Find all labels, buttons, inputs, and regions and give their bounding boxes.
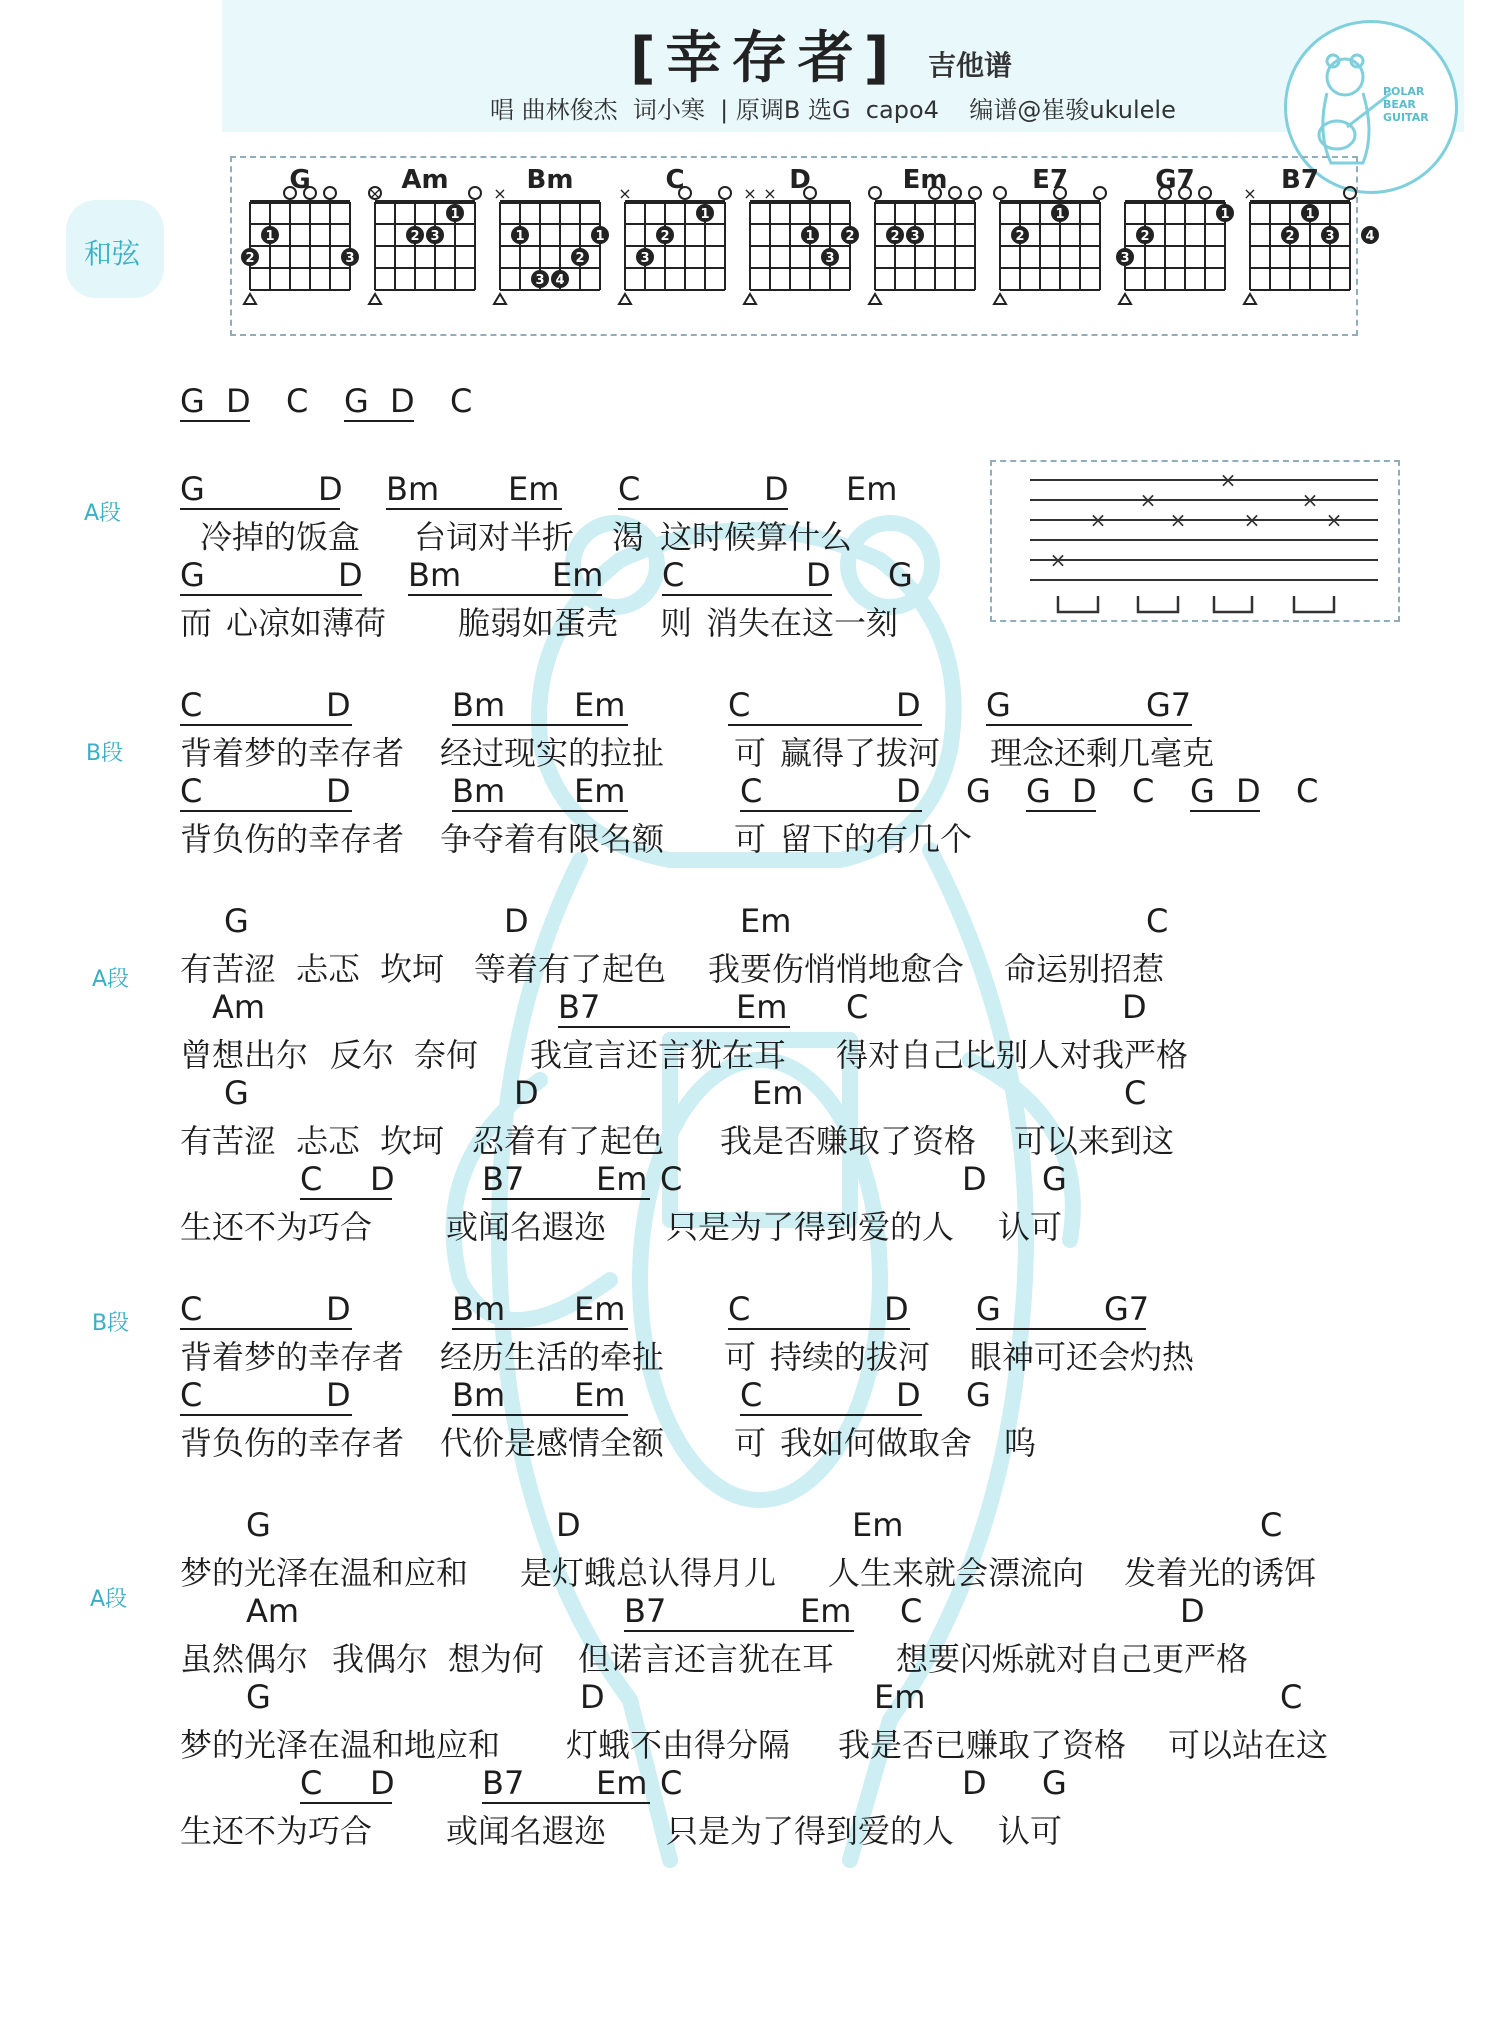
chord: D <box>514 1074 539 1112</box>
svg-text:3: 3 <box>430 229 440 244</box>
chord: Am <box>212 988 266 1026</box>
svg-text:4: 4 <box>1365 229 1375 244</box>
lyric: 眼神可还会灼热 <box>970 1338 1195 1376</box>
lyric: 则 <box>660 604 693 642</box>
chord: C <box>180 1376 203 1414</box>
lyric: 留下的有几个 <box>780 820 973 858</box>
chord: D <box>370 1764 395 1802</box>
svg-text:×: × <box>1301 488 1319 512</box>
chord: B7 <box>624 1592 667 1630</box>
chord-underline <box>624 1630 854 1632</box>
lyric: 经历生活的牵扯 <box>440 1338 665 1376</box>
chord: C <box>740 772 763 810</box>
chord: G <box>986 686 1011 724</box>
section-tag-b: B段 <box>92 1311 130 1336</box>
chord-underline <box>740 810 922 812</box>
svg-text:1: 1 <box>700 207 710 222</box>
chord: G <box>246 1506 271 1544</box>
chord-diagram <box>241 165 359 304</box>
chord-underline <box>558 1026 790 1028</box>
lyric: 有苦涩 <box>180 1122 277 1160</box>
chord: Bm <box>452 686 506 724</box>
lyric: 这时候算什么 <box>660 518 853 556</box>
chord-underline <box>452 1414 628 1416</box>
chord-diagram-name: B7 <box>1281 165 1319 195</box>
chord-diagram-name: Am <box>401 165 449 195</box>
lyric: 争夺着有限名额 <box>440 820 665 858</box>
chord-diagram-name: G7 <box>1155 165 1195 195</box>
strumming-pattern <box>990 460 1400 622</box>
lyric: 渴 <box>612 518 645 556</box>
chord: D <box>318 470 343 508</box>
svg-text:×: × <box>1049 548 1067 572</box>
lyric: 有苦涩 <box>180 950 277 988</box>
svg-text:×: × <box>1139 488 1157 512</box>
lyric: 背负伤的幸存者 <box>180 820 405 858</box>
chord-diagram-name: Bm <box>526 165 574 195</box>
chord: C <box>1296 772 1319 810</box>
chord: Em <box>846 470 898 508</box>
lyric: 可以站在这 <box>1168 1726 1329 1764</box>
chord: G <box>224 902 249 940</box>
lyric: 想要闪烁就对自己更严格 <box>896 1640 1249 1678</box>
lyric: 呜 <box>1004 1424 1037 1462</box>
chord: C <box>618 470 641 508</box>
svg-text:3: 3 <box>1120 251 1130 266</box>
chord: G <box>1190 772 1215 810</box>
chord: D <box>1122 988 1147 1026</box>
chord-underline <box>482 1198 650 1200</box>
lyric: 命运别招惹 <box>1004 950 1165 988</box>
chord: G <box>246 1678 271 1716</box>
chord: G <box>966 1376 991 1414</box>
chord-underline <box>618 508 788 510</box>
svg-text:2: 2 <box>245 251 255 266</box>
svg-text:1: 1 <box>450 207 460 222</box>
lyric: 等着有了起色 <box>474 950 667 988</box>
chord-diagram-name: Em <box>902 165 948 195</box>
chord: C <box>1280 1678 1303 1716</box>
lyric: 生还不为巧合 <box>180 1812 373 1850</box>
chord: D <box>326 1376 351 1414</box>
svg-text:2: 2 <box>660 229 670 244</box>
chord: G <box>1042 1764 1067 1802</box>
lyric: 认可 <box>998 1812 1063 1850</box>
lyric: 但诺言还言犹在耳 <box>578 1640 835 1678</box>
chord: C <box>660 1764 683 1802</box>
chord: Bm <box>452 1290 506 1328</box>
section-tag-a: A段 <box>92 967 130 992</box>
lyric: 我要伤悄悄地愈合 <box>708 950 965 988</box>
svg-text:2: 2 <box>575 251 585 266</box>
lyric: 台词对半折 <box>414 518 575 556</box>
section-tag-b: B段 <box>86 741 124 766</box>
svg-text:×: × <box>1089 508 1107 532</box>
lyric: 是灯蛾总认得月儿 <box>520 1554 777 1592</box>
svg-text:2: 2 <box>1015 229 1025 244</box>
chord: D <box>896 686 921 724</box>
chord: Em <box>574 686 626 724</box>
lyric: 坎坷 <box>380 950 445 988</box>
chord: G <box>224 1074 249 1112</box>
chord: D <box>764 470 789 508</box>
chord: G <box>966 772 991 810</box>
lyric: 我是否赚取了资格 <box>720 1122 977 1160</box>
chord: G <box>888 556 913 594</box>
chord-underline <box>1190 810 1260 812</box>
svg-text:3: 3 <box>910 229 920 244</box>
chord-underline <box>482 1802 650 1804</box>
lyric: 忍着有了起色 <box>472 1122 665 1160</box>
song-title: [幸存者] <box>630 26 900 91</box>
chord-diagrams <box>230 156 1375 338</box>
chord-diagram-name: E7 <box>1032 165 1068 195</box>
chord-underline <box>740 1414 922 1416</box>
chord-underline <box>452 1328 628 1330</box>
lyric: 理念还剩几毫克 <box>990 734 1215 772</box>
svg-text:×: × <box>1243 508 1261 532</box>
chord-diagram <box>618 165 731 304</box>
chord: G <box>976 1290 1001 1328</box>
chord: C <box>846 988 869 1026</box>
chord: C <box>1124 1074 1147 1112</box>
chord-underline <box>300 1802 392 1804</box>
chord: D <box>326 686 351 724</box>
chord: D <box>1236 772 1261 810</box>
chord-underline <box>976 1328 1146 1330</box>
chord: C <box>662 556 685 594</box>
chord: C <box>728 1290 751 1328</box>
chord-diagram <box>1243 165 1379 304</box>
chord: D <box>504 902 529 940</box>
chord: Em <box>596 1764 648 1802</box>
lyric: 忐忑 <box>296 950 361 988</box>
lyric: 梦的光泽在温和应和 <box>180 1554 469 1592</box>
chord: C <box>1132 772 1155 810</box>
svg-text:×: × <box>743 184 757 203</box>
chord-underline <box>180 594 362 596</box>
chord: B7 <box>558 988 601 1026</box>
chord: D <box>962 1160 987 1198</box>
intro-chord: C <box>286 382 309 420</box>
svg-text:×: × <box>1325 508 1343 532</box>
chord-underline <box>452 724 628 726</box>
lyric: 发着光的诱饵 <box>1124 1554 1317 1592</box>
chord-diagram <box>994 165 1106 304</box>
chord: C <box>1146 902 1169 940</box>
chord: C <box>900 1592 923 1630</box>
chord: C <box>1260 1506 1283 1544</box>
chord: D <box>806 556 831 594</box>
chord: C <box>180 772 203 810</box>
chord-diagram-name: D <box>789 165 811 195</box>
chord: G <box>180 556 205 594</box>
lyric: 生还不为巧合 <box>180 1208 373 1246</box>
lyric: 曾想出尔 <box>180 1036 309 1074</box>
chord-underline <box>386 508 562 510</box>
lyric: 冷掉的饭盒 <box>200 518 361 556</box>
chord-diagram-name: G <box>289 165 311 195</box>
svg-text:1: 1 <box>265 229 275 244</box>
chord: Em <box>552 556 604 594</box>
lyric: 脆弱如蛋壳 <box>458 604 619 642</box>
chord: C <box>740 1376 763 1414</box>
lyric: 灯蛾不由得分隔 <box>566 1726 791 1764</box>
lyric: 认可 <box>998 1208 1063 1246</box>
chord-underline <box>408 594 602 596</box>
chord: D <box>580 1678 605 1716</box>
lyric: 可 <box>734 820 767 858</box>
lyric: 可以来到这 <box>1014 1122 1175 1160</box>
chord: Em <box>740 902 792 940</box>
lyric: 虽然偶尔 <box>180 1640 309 1678</box>
lyric: 想为何 <box>448 1640 545 1678</box>
lyric: 我宣言还言犹在耳 <box>530 1036 787 1074</box>
chord: C <box>180 1290 203 1328</box>
chord: D <box>326 772 351 810</box>
lyric: 只是为了得到爱的人 <box>666 1208 955 1246</box>
chord: D <box>884 1290 909 1328</box>
chord: G7 <box>1104 1290 1150 1328</box>
lyric: 或闻名遐迩 <box>446 1208 607 1246</box>
chord: D <box>962 1764 987 1802</box>
lyric: 我如何做取舍 <box>780 1424 973 1462</box>
chord-underline <box>1026 810 1096 812</box>
chord-underline <box>452 810 628 812</box>
svg-text:2: 2 <box>890 229 900 244</box>
chord: D <box>896 772 921 810</box>
chord: D <box>896 1376 921 1414</box>
chord: D <box>338 556 363 594</box>
lyric: 或闻名遐迩 <box>446 1812 607 1850</box>
chord: Em <box>874 1678 926 1716</box>
chord: Em <box>752 1074 804 1112</box>
svg-text:3: 3 <box>345 251 355 266</box>
chord: G <box>1042 1160 1067 1198</box>
chord-underline <box>180 1414 352 1416</box>
chord-underline <box>300 1198 392 1200</box>
svg-text:×: × <box>763 184 777 203</box>
chord-underline <box>986 724 1192 726</box>
svg-text:1: 1 <box>805 229 815 244</box>
chord-underline <box>344 420 414 422</box>
lyric: 可 <box>734 1424 767 1462</box>
chord-diagram <box>368 165 481 304</box>
chord-underline <box>180 420 250 422</box>
chord: D <box>370 1160 395 1198</box>
section-tag-a: A段 <box>84 501 122 526</box>
logo-text: POLAR BEAR GUITAR <box>1383 85 1429 124</box>
chord: C <box>300 1160 323 1198</box>
intro-chord: C <box>450 382 473 420</box>
intro-chord: D <box>390 382 415 420</box>
svg-text:×: × <box>618 184 632 203</box>
chord: Am <box>246 1592 300 1630</box>
lyric: 忐忑 <box>296 1122 361 1160</box>
lyric: 可 <box>734 734 767 772</box>
chord: Em <box>800 1592 852 1630</box>
chord: D <box>1180 1592 1205 1630</box>
svg-text:3: 3 <box>535 273 545 288</box>
chord-underline <box>180 724 352 726</box>
chord: Em <box>574 772 626 810</box>
chord-underline <box>728 1328 910 1330</box>
chord: Em <box>574 1376 626 1414</box>
lyric: 得对自己比别人对我严格 <box>836 1036 1189 1074</box>
intro-chord: D <box>226 382 251 420</box>
lyric: 背负伤的幸存者 <box>180 1424 405 1462</box>
song-subtitle: 吉他谱 <box>928 49 1013 82</box>
chord: Em <box>852 1506 904 1544</box>
svg-text:1: 1 <box>595 229 605 244</box>
lyric: 消失在这一刻 <box>706 604 899 642</box>
lyric: 可 <box>724 1338 757 1376</box>
chord: G <box>180 470 205 508</box>
chord: Bm <box>452 1376 506 1414</box>
lyric: 只是为了得到爱的人 <box>666 1812 955 1850</box>
lyric: 背着梦的幸存者 <box>180 734 405 772</box>
lyric: 代价是感情全额 <box>440 1424 665 1462</box>
svg-text:×: × <box>1219 468 1237 492</box>
svg-text:1: 1 <box>1055 207 1065 222</box>
chord: Bm <box>408 556 462 594</box>
chord-underline <box>180 508 340 510</box>
lyric: 人生来就会漂流向 <box>828 1554 1085 1592</box>
chord: G <box>1026 772 1051 810</box>
chord: B7 <box>482 1160 525 1198</box>
chord: C <box>180 686 203 724</box>
chord: B7 <box>482 1764 525 1802</box>
svg-text:3: 3 <box>1325 229 1335 244</box>
chord: Bm <box>386 470 440 508</box>
chord-underline <box>662 594 832 596</box>
svg-text:×: × <box>493 184 507 203</box>
chord-section-label: 和弦 <box>84 237 141 270</box>
chord-diagram <box>493 165 609 304</box>
svg-text:1: 1 <box>515 229 525 244</box>
lyric: 梦的光泽在温和地应和 <box>180 1726 501 1764</box>
svg-text:4: 4 <box>555 273 565 288</box>
lyric: 坎坷 <box>380 1122 445 1160</box>
chord-underline <box>728 724 922 726</box>
svg-text:2: 2 <box>845 229 855 244</box>
lyric: 持续的拔河 <box>770 1338 931 1376</box>
lyric: 而 <box>180 604 213 642</box>
svg-text:1: 1 <box>1305 207 1315 222</box>
lyric: 经过现实的拉扯 <box>440 734 665 772</box>
chord-diagram <box>869 165 981 304</box>
chord: D <box>556 1506 581 1544</box>
chord: G7 <box>1146 686 1192 724</box>
chord: Em <box>508 470 560 508</box>
chord: Em <box>574 1290 626 1328</box>
svg-text:3: 3 <box>640 251 650 266</box>
lyric: 奈何 <box>414 1036 479 1074</box>
chord: C <box>660 1160 683 1198</box>
chord: D <box>1072 772 1097 810</box>
lyric: 心凉如薄荷 <box>226 604 387 642</box>
song-credits: 唱 曲林俊杰 词小寒 | 原调B 选G capo4 编谱@崔骏ukulele <box>490 96 1176 124</box>
chord-diagram-name: C <box>665 165 685 195</box>
intro-chord: G <box>344 382 369 420</box>
svg-text:2: 2 <box>410 229 420 244</box>
chord-diagram <box>1116 165 1234 304</box>
chord: D <box>326 1290 351 1328</box>
svg-text:×: × <box>368 184 382 203</box>
section-tag-a: A段 <box>90 1587 128 1612</box>
svg-text:3: 3 <box>825 251 835 266</box>
chord-diagram <box>743 165 859 304</box>
svg-text:×: × <box>1169 508 1187 532</box>
lyric: 反尔 <box>330 1036 395 1074</box>
lyric: 我偶尔 <box>332 1640 429 1678</box>
intro-chord: G <box>180 382 205 420</box>
svg-text:2: 2 <box>1140 229 1150 244</box>
chord-underline <box>180 1328 352 1330</box>
chord: C <box>300 1764 323 1802</box>
svg-text:2: 2 <box>1285 229 1295 244</box>
chord-underline <box>180 810 352 812</box>
chord: Em <box>736 988 788 1026</box>
chord: Bm <box>452 772 506 810</box>
svg-text:1: 1 <box>1220 207 1230 222</box>
lyric: 我是否已赚取了资格 <box>838 1726 1127 1764</box>
chord: Em <box>596 1160 648 1198</box>
chord: C <box>728 686 751 724</box>
lyric: 背着梦的幸存者 <box>180 1338 405 1376</box>
lyric: 赢得了拔河 <box>780 734 941 772</box>
svg-text:×: × <box>1243 184 1257 203</box>
